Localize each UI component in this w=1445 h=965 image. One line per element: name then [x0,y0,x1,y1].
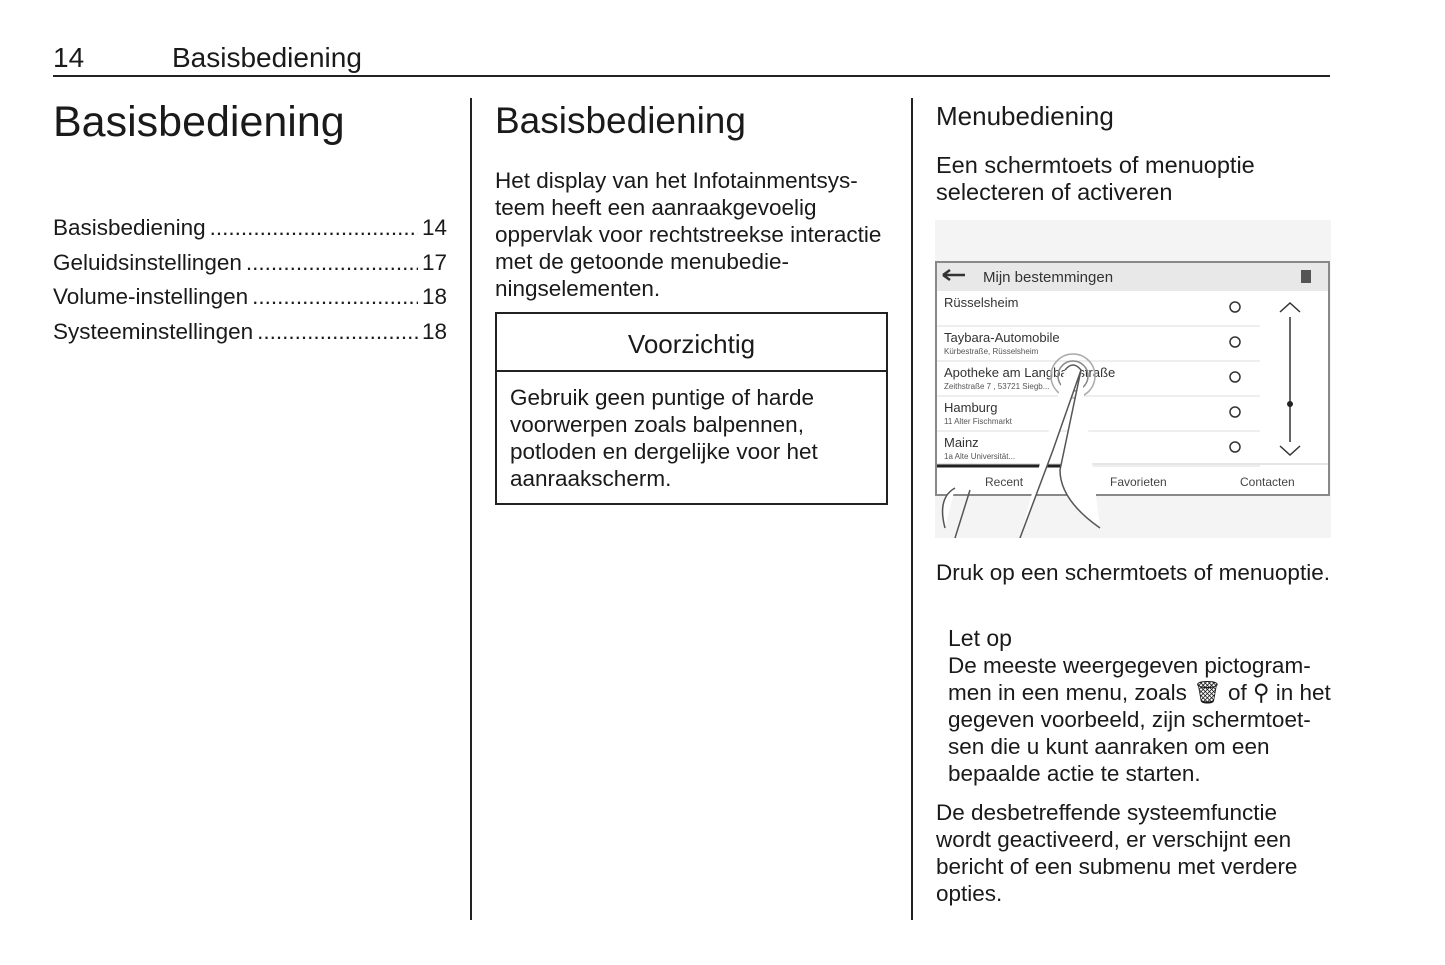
toc-entry[interactable] [53,315,447,350]
note-text-part: De meeste weergegeven pictogrammen in een menu, zoals [948,653,1311,705]
screen-title: Mijn bestemmingen [983,269,1114,286]
item-name: Rüsselsheim [944,295,1019,310]
toc-entry[interactable] [53,246,447,281]
note-text [948,652,1332,787]
column-divider [911,98,913,920]
item-subtitle: 1a Alte Universität... [944,452,1016,461]
table-of-contents [53,211,447,349]
warning-title: Voorzichtig [497,314,886,372]
warning-text: Gebruik geen puntige of harde voorwerpen zoals balpennen, potloden en dergelijke voor het aanraakscherm. [510,385,818,491]
touchscreen-illustration [935,220,1331,538]
toc-entry[interactable] [53,211,447,246]
subsection-subtitle: Een schermtoets of menuoptie selecteren of activeren [936,152,1255,205]
trash-icon: 🗑 [1193,680,1222,705]
item-subtitle: Zeithstraße 7 , 53721 Siegb... [944,382,1050,391]
item-subtitle: Kürbestraße, Rüsselsheim [944,347,1039,356]
toc-label: Basisbediening [53,215,206,240]
item-subtitle: 11 Alter Fischmarkt [944,417,1012,426]
section-title: Basisbediening [495,100,746,141]
pin-icon: ⚲ [1253,680,1270,705]
toc-label: Geluidsinstellingen [53,249,242,275]
tab-recent: Recent [985,475,1024,489]
tab-contacten: Contacten [1240,475,1295,489]
note-text-part: in het gegeven voorbeeld, zijn schermtoetsen die u kunt aanraken om een bepaalde actie te starten. [948,680,1331,786]
chapter-title: Basisbediening [53,98,345,146]
toc-label: Volume-instellingen [53,284,249,309]
item-name: Mainz [944,435,979,450]
column-divider [470,98,472,920]
item-name: Apotheke am Langba...straße [944,365,1116,380]
running-header: Basisbediening [172,42,362,73]
item-name: Taybara-Automobile [944,330,1060,345]
toc-label: Systeeminstellingen [53,318,254,344]
note-title: Let op [948,625,1012,651]
trash-icon [1301,270,1311,283]
page-number: 14 [53,42,85,73]
toc-page: 14 [421,215,447,240]
header-rule [53,75,1330,77]
note-text-part: of [1221,680,1253,705]
item-name: Hamburg [944,400,998,415]
intro-paragraph: Het display van het Infotainmentsysteem heeft een aanraakgevoelig oppervlak voor rechtstreekse interactie met de getoonde menubedieningselementen. [495,168,882,301]
toc-page: 18 [421,318,447,344]
result-paragraph: De desbetreffende systeemfunctie wordt geactiveerd, er verschijnt een bericht of een submenu met verdere opties. [936,800,1298,906]
toc-page: 18 [421,284,447,309]
tab-favorieten: Favorieten [1110,475,1167,489]
toc-page: 17 [421,249,447,275]
instruction-paragraph: Druk op een schermtoets of menuoptie. [936,560,1330,585]
warning-box [495,312,888,505]
subsection-title: Menubediening [936,101,1114,131]
toc-entry[interactable] [53,280,447,315]
